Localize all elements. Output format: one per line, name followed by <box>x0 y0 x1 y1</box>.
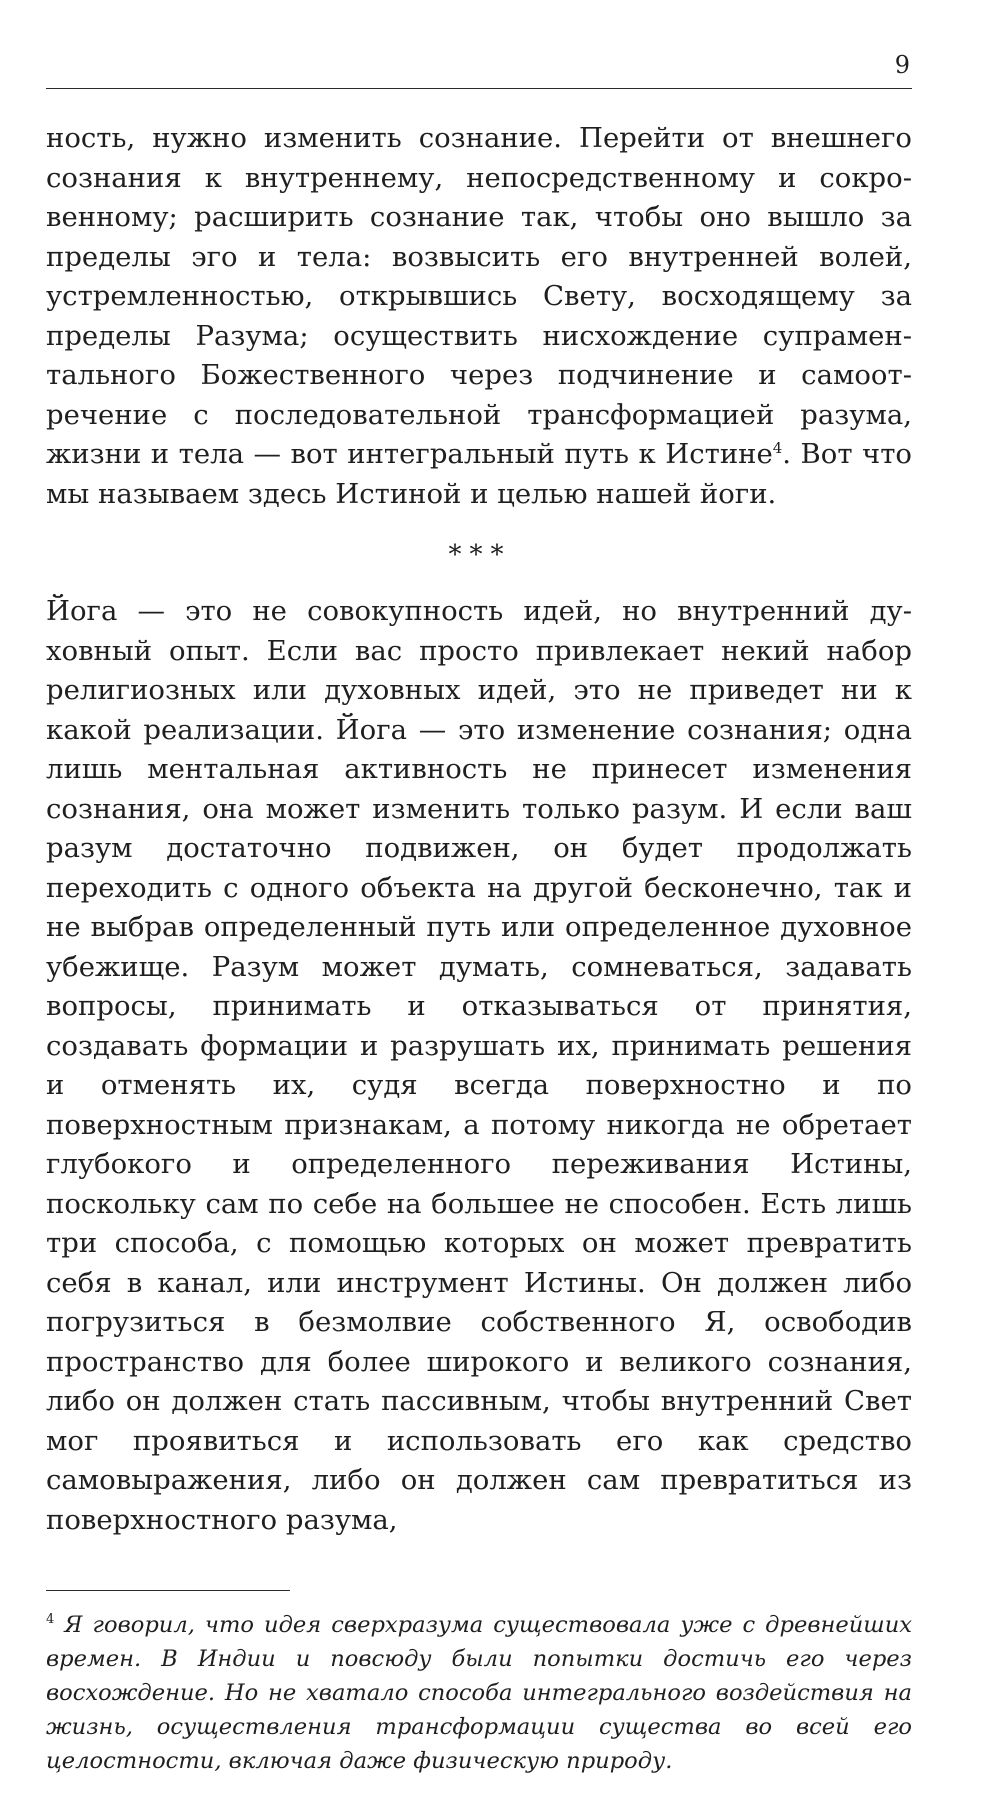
header-divider <box>46 88 912 89</box>
paragraph-1-text-after-ref: . Вот что мы называем здесь Истиной и целью нашей йоги. <box>46 438 912 510</box>
footnote-text: Я говорил, что идея сверхразума существовала уже с древнейших времен. В Индии и повсюду были попытки достичь его через восхождение. Но не хватало способа интегрального воздействия на жизнь, осуществления трансформации существа во всей его целостности, включая даже физическую природу. <box>46 1612 912 1774</box>
paragraph-1 <box>46 119 912 514</box>
page-number: 9 <box>894 51 910 79</box>
paragraph-2: Йога — это не совокупность идей, но внутренний духовный опыт. Если вас просто привлекает некий набор религиозных или духовных идей, это не приведет ни к какой реализации. Йога — это изменение сознания; одна лишь ментальная активность не принесет изменения сознания, она может изменить только разум. И если ваш разум достаточно подвижен, он будет продолжать переходить с одного объекта на другой бесконечно, так и не выбрав определенный путь или определенное духовное убежище. Разум может думать, сомневаться, задавать вопросы, принимать и отказываться от принятия, создавать формации и разрушать их, принимать решения и отменять их, судя всегда поверхностно и по поверхностным признакам, а потому никогда не обретает глубокого и определенного переживания Истины, поскольку сам по себе на большее не способен. Есть лишь три способа, с помощью которых он может превратить себя в канал, или инструмент Истины. Он должен либо погрузиться в безмолвие собственного Я, освободив пространство для более широкого и великого сознания, либо он должен стать пассивным, чтобы внутренний Свет мог проявиться и использовать его как средство самовыражения, либо он должен сам превратиться из поверхностного разума, <box>46 595 912 1536</box>
footnote-number: 4 <box>46 1612 55 1628</box>
section-separator: *** <box>448 540 512 570</box>
footnote <box>46 1608 912 1778</box>
footnote-reference: 4 <box>772 438 783 457</box>
paragraph-1-text-before-ref: ность, нужно изменить сознание. Перейти от внешнего сознания к внутреннему, непосредственному и сокровенному; расширить сознание так, чтобы оно вышло за пределы эго и тела: возвысить его внутренней волей, устремленностью, открывшись Свету, восходящему за пределы Разума; осуществить нисхождение супраментального Божественного через подчинение и самоотречение с последовательной трансформацией разума, жизни и тела — вот интегральный путь к Истине <box>46 122 912 470</box>
footnote-divider <box>46 1590 290 1591</box>
